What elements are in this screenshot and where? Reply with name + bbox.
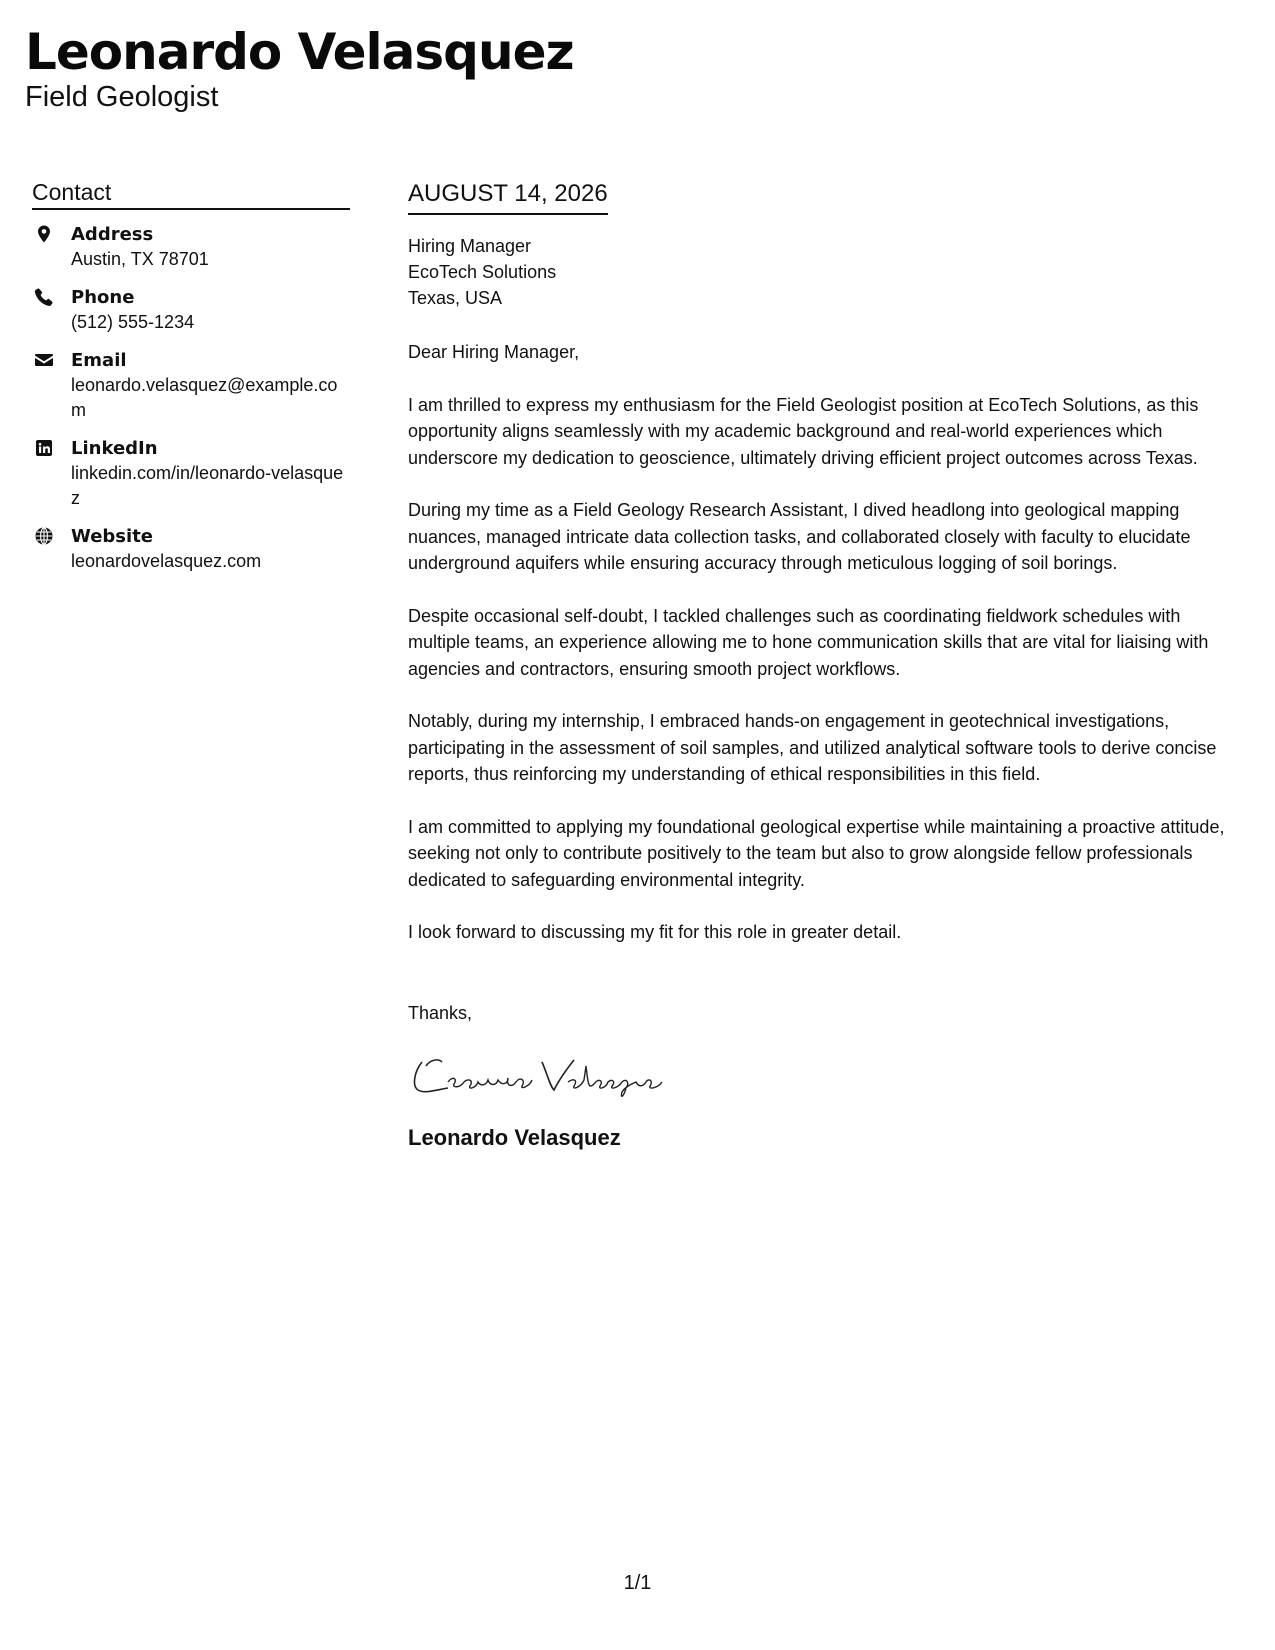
contact-item-phone: [32, 285, 350, 335]
body-paragraph: I am thrilled to express my enthusiasm for the Field Geologist position at EcoTech Solutions, as this opportunity aligns seamlessly with my academic background and real-world experiences which underscore my dedication to geoscience, ultimately driving efficient project outcomes across Texas.: [408, 394, 1199, 468]
applicant-job-title: Field Geologist: [25, 81, 219, 113]
applicant-name: Leonardo Velasquez: [25, 23, 574, 81]
contact-item-address: [32, 222, 350, 272]
letter-header: [25, 24, 574, 114]
contact-sidebar: [32, 178, 350, 587]
map-pin-icon: [34, 224, 54, 244]
body-paragraph: During my time as a Field Geology Research Assistant, I dived headlong into geological mapping nuances, managed intricate data collection tasks, and collaborated closely with faculty to elucidate underground aquifers while ensuring accuracy through meticulous logging of soil borings.: [408, 500, 1191, 573]
signer-name: Leonardo Velasquez: [408, 1124, 621, 1150]
recipient-line: EcoTech Solutions: [408, 262, 557, 282]
globe-icon: [34, 526, 54, 546]
recipient-block: [408, 233, 1243, 311]
body-paragraph: I look forward to discussing my fit for this role in greater detail.: [408, 922, 902, 942]
linkedin-icon: [34, 438, 54, 458]
contact-label: Email: [71, 350, 127, 371]
contact-label: LinkedIn: [71, 438, 158, 459]
contact-value: leonardovelasquez.com: [71, 551, 262, 571]
letter-body: [408, 178, 1243, 1152]
closing: Thanks,: [408, 1002, 473, 1023]
contact-value: Austin, TX 78701: [71, 249, 209, 269]
contact-item-website: [32, 524, 350, 574]
salutation: Dear Hiring Manager,: [408, 342, 580, 362]
contact-item-linkedin: [32, 436, 350, 511]
letter-date: AUGUST 14, 2026: [408, 178, 608, 215]
contact-value: leonardo.velasquez@example.com: [71, 375, 338, 420]
handwritten-signature: [408, 1052, 678, 1102]
phone-icon: [34, 287, 54, 307]
body-paragraph: I am committed to applying my foundational geological expertise while maintaining a proactive attitude, seeking not only to contribute positively to the team but also to grow alongside fellow professionals dedicated to safeguarding environmental integrity.: [408, 816, 1225, 890]
body-paragraph: Despite occasional self-doubt, I tackled challenges such as coordinating fieldwork schedules with multiple teams, an experience allowing me to hone communication skills that are vital for liaising with agencies and contractors, ensuring smooth project workflows.: [408, 605, 1209, 679]
body-paragraph: Notably, during my internship, I embraced hands-on engagement in geotechnical investigations, participating in the assessment of soil samples, and utilized analytical software tools to derive concise reports, thus reinforcing my understanding of ethical responsibilities in this field.: [408, 711, 1217, 784]
contact-value: (512) 555-1234: [71, 312, 195, 332]
contact-label: Website: [71, 526, 154, 547]
contact-heading: Contact: [32, 178, 350, 210]
contact-item-email: [32, 348, 350, 423]
contact-label: Phone: [71, 287, 135, 308]
contact-label: Address: [71, 224, 154, 245]
page-number: 1/1: [623, 1572, 652, 1594]
contact-value: linkedin.com/in/leonardo-velasquez: [71, 463, 344, 508]
recipient-line: Hiring Manager: [408, 236, 532, 256]
recipient-line: Texas, USA: [408, 288, 503, 308]
email-icon: [34, 350, 54, 370]
